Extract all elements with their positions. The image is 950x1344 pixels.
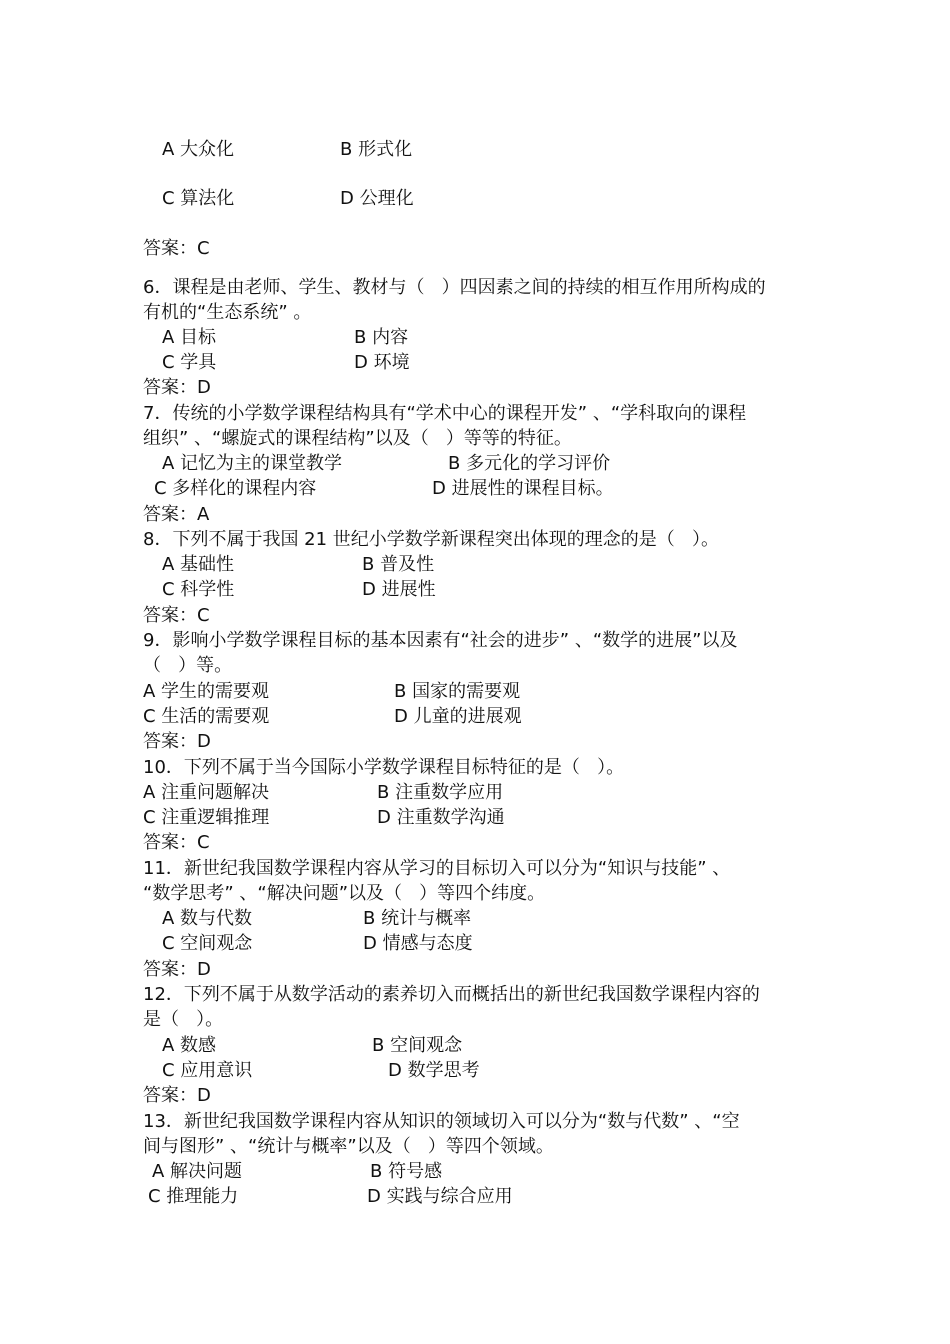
q7-stem-line1: 7．传统的小学数学课程结构具有“学术中心的课程开发” 、“学科取向的课程 (143, 403, 747, 424)
q12-option-d: D 数学思考 (388, 1060, 480, 1081)
q6-option-a: A 目标 (162, 327, 217, 348)
q13-option-d: D 实践与综合应用 (367, 1186, 513, 1207)
q11-option-a: A 数与代数 (162, 908, 253, 929)
q6-option-b: B 内容 (354, 327, 409, 348)
q6-stem-line2: 有机的“生态系统” 。 (143, 302, 312, 323)
q7-answer: 答案：A (143, 504, 210, 525)
q8-stem-line1: 8．下列不属于我国 21 世纪小学数学新课程突出体现的理念的是（ ）。 (143, 529, 719, 550)
q12-option-a: A 数感 (162, 1035, 217, 1056)
q12-option-b: B 空间观念 (372, 1035, 463, 1056)
q8-option-a: A 基础性 (162, 554, 235, 575)
q9-stem-line1: 9．影响小学数学课程目标的基本因素有“社会的进步” 、“数学的进展”以及 (143, 630, 738, 651)
q5-option-c: C 算法化 (162, 188, 235, 209)
q10-option-a: A 注重问题解决 (143, 782, 270, 803)
q8-option-d: D 进展性 (362, 579, 436, 600)
q13-stem-line1: 13．新世纪我国数学课程内容从知识的领域切入可以分为“数与代数” 、“空 (143, 1111, 740, 1132)
q13-option-b: B 符号感 (370, 1161, 443, 1182)
q11-answer: 答案：D (143, 959, 211, 980)
q13-option-c: C 推理能力 (148, 1186, 239, 1207)
q10-option-d: D 注重数学沟通 (377, 807, 505, 828)
q8-option-c: C 科学性 (162, 579, 235, 600)
q12-stem-line2: 是（ ）。 (143, 1009, 224, 1030)
q5-option-d: D 公理化 (340, 188, 414, 209)
q9-option-d: D 儿童的进展观 (394, 706, 522, 727)
q9-option-c: C 生活的需要观 (143, 706, 270, 727)
q11-stem-line1: 11．新世纪我国数学课程内容从学习的目标切入可以分为“知识与技能” 、 (143, 858, 731, 879)
q8-answer: 答案：C (143, 605, 210, 626)
q12-option-c: C 应用意识 (162, 1060, 253, 1081)
q11-stem-line2: “数学思考” 、“解决问题”以及（ ）等四个纬度。 (143, 883, 546, 904)
q9-option-b: B 国家的需要观 (394, 681, 521, 702)
q8-option-b: B 普及性 (362, 554, 435, 575)
q5-option-a: A 大众化 (162, 139, 235, 160)
q6-stem-line1: 6．课程是由老师、学生、教材与（ ）四因素之间的持续的相互作用所构成的 (143, 277, 766, 298)
q7-option-a: A 记忆为主的课堂教学 (162, 453, 343, 474)
q10-answer: 答案：C (143, 832, 210, 853)
q12-stem-line1: 12．下列不属于从数学活动的素养切入而概括出的新世纪我国数学课程内容的 (143, 984, 760, 1005)
q5-option-b: B 形式化 (340, 139, 413, 160)
q10-option-c: C 注重逻辑推理 (143, 807, 270, 828)
q9-answer: 答案：D (143, 731, 211, 752)
q6-option-d: D 环境 (354, 352, 410, 373)
q13-option-a: A 解决问题 (152, 1161, 243, 1182)
q6-option-c: C 学具 (162, 352, 217, 373)
q7-option-b: B 多元化的学习评价 (448, 453, 611, 474)
q7-stem-line2: 组织” 、“螺旋式的课程结构”以及（ ）等等的特征。 (143, 428, 572, 449)
q9-stem-line2: （ ）等。 (143, 655, 233, 676)
q9-option-a: A 学生的需要观 (143, 681, 270, 702)
q7-option-c: C 多样化的课程内容 (154, 478, 317, 499)
q10-stem-line1: 10．下列不属于当今国际小学数学课程目标特征的是（ ）。 (143, 757, 625, 778)
q10-option-b: B 注重数学应用 (377, 782, 504, 803)
q6-answer: 答案：D (143, 377, 211, 398)
q11-option-d: D 情感与态度 (363, 933, 473, 954)
q11-option-b: B 统计与概率 (363, 908, 472, 929)
q7-option-d: D 进展性的课程目标。 (432, 478, 614, 499)
q12-answer: 答案：D (143, 1085, 211, 1106)
q11-option-c: C 空间观念 (162, 933, 253, 954)
q5-answer: 答案：C (143, 238, 210, 259)
q13-stem-line2: 间与图形” 、“统计与概率”以及（ ）等四个领域。 (143, 1136, 554, 1157)
